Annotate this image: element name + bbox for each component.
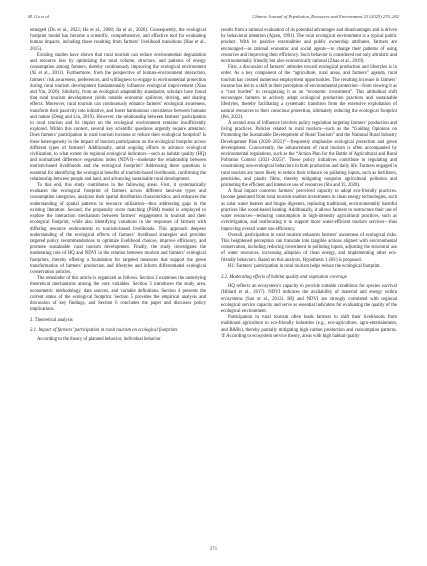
- right-paragraph-1: results from a rational evaluation of its potential advantages and disadvantages and is driven by behavioral intention (Ajzen, 1991). The rural ecological environment is a typical public product. With its positive externalities and public ownership attributes, farmers are encouraged—as rational economic and social agents—to change their patterns of using resources and improving their efficiency. Such behavior is considered not only altruistic and environmentally friendly but also economically rational (Zhao et al., 2019).: [221, 28, 397, 65]
- page-number: 271: [209, 547, 218, 552]
- right-paragraph-3: A second area of influence involves policy regulation targeting farmers’ production and living practices. Policies related to rural tourism—such as the “Guiding Opinions on Promoting the Sustainable Development of Rural Tourism” and the National Rural Industry Development Plan (2020–2025)”—frequently emphasize ecological protection and green development. Concurrently, the advancement of rural tourism is often accompanied by environmental regulations, such as the “Action Plan for the Battle of Agricultural and Rural Pollution Control (2021–2025)”. These policy initiatives contribute to regulating and constraining non-ecological behaviors in both production and daily life. Farmers engaged in rural tourism are more likely to reduce their reliance on polluting inputs, such as fertilizers, pesticides, and plastic films, thereby mitigating nonpoint agricultural pollution and promoting the efficient and intensive use of resources (Shi and Yi, 2020).: [221, 121, 397, 189]
- left-column: [30, 28, 206, 536]
- section-heading: 2. Theoretical analysis: [30, 318, 73, 324]
- header-journal: Chinese Journal of Population, Resources and Environment 23 (2025) 270–282: [252, 14, 399, 19]
- header-author: M. Gu et al.: [28, 14, 51, 19]
- right-paragraph-2: First, a discussion of farmers’ attitudes toward ecological production and lifestyles is in order. As a key component of the “agriculture, rural areas, and farmers” agenda, rural tourism has created numerous employment opportunities. The resulting increase in farmers’ income has led to a shift in their perception of environmental protection—from viewing it as a “cost burden” to recognizing it as an “economic investment”. This attitudinal shift encourages farmers to actively adopt ecological production practices and sustainable lifestyles, thereby facilitating a systematic transition from the extensive exploitation of natural resources to their conscious protection, ultimately reducing the ecological footprint (Pei, 2022).: [221, 65, 397, 120]
- left-paragraph-4: The remainder of this article is organized as follows. Section 2 examines the underlying theoretical mechanisms among the core variables. Section 3 introduces the study area, econometric methodology, data sources, and variable definitions. Section 4 presents the current status of the ecological footprint. Section 5 provides the empirical analysis and discussion of key findings, and Section 6 concludes the paper and discusses policy implications.: [30, 276, 206, 313]
- hypothesis-1: H1: Farmers’ participation in rural tourism helps reduce the ecological footprint.: [228, 263, 381, 269]
- left-paragraph-5: According to the theory of planned behavior, individual behavior: [37, 336, 161, 342]
- subsection-heading-2-2: 2.2. Moderating effects of habitat quality and vegetation coverage: [221, 274, 347, 280]
- right-paragraph-4: A final impact concerns farmers’ perceived capacity to adopt eco-friendly practices. Income generated from rural tourism enables investments in clean energy technologies, such as solar water heaters and biogas digesters, replacing traditional, environmentally harmful practices like wood-based heating. Additionally, it allows farmers to restructure their use of water resources—reducing consumption in high-intensity agricultural practices, such as overirrigation, and reallocating it to support more water-efficient tourism services—thus improving overall water use efficiency.: [221, 189, 397, 232]
- left-paragraph-2: Existing studies have shown that rural tourism can reduce environmental degradation and resource loss by optimizing the total volume, structure, and patterns of energy consumption among farmers, thereby continuously improving the ecological environment (Xi et al., 2011). Furthermore, from the perspective of human–environment interaction, farmers’ risk awareness, preferences, and willingness to engage in environmental protection during rural tourism development fundamentally influence ecological improvement (Xiao and Yin, 2020). Similarly, from an ecological adaptability standpoint, scholars have found that rural tourism development yields notable economic spillover, driving, and sharing effects. Moreover, rural tourism can continuously enhance farmers’ ecological awareness, transform their passivity into initiative, and foster harmonious coexistence between humans and nature (Deng and Liu, 2019). However, the relationship between farmers’ participation in rural tourism and its impact on the ecological environment remains insufficiently explored. Within this context, several key scientific questions urgently require attention: Does farmers’ participation in rural tourism increase or reduce their ecological footprint? Is there heterogeneity in the impact of tourism participation on the ecological footprint across different types of farmers? Additionally, amid ongoing efforts to advance ecological civilization, to what extent do regional ecological indicators—such as habitat quality (HQ) and normalized difference vegetation index (NDVI)—moderate the relationship between tourism-based livelihoods and the ecological footprint? Addressing these questions is essential for identifying the ecological benefits of tourism-based livelihoods, confirming the relationship between people and land, and advancing sustainable rural development.: [30, 52, 206, 182]
- subsection-heading-2-1: 2.1. Impact of farmers’ participation in rural tourism on ecological footprints: [30, 327, 178, 333]
- left-paragraph-3: To this end, this study contributes in the following areas. First, it systematically evaluates the ecological footprint of farmers across different land-use types and consumption categories, analyzes their spatial distribution characteristics, and enhances the understanding of spatial patterns in resource utilization—thus addressing gaps in the existing literature. Second, the propensity score matching (PSM) model is employed to explore the interaction mechanism between farmers’ engagement in tourism and their ecological footprint, while also identifying variations in the responses of farmers with differing resource endowments to tourism-based livelihoods. This approach deepens understanding of the ecological effects of farmers’ livelihood strategies and provides targeted policy recommendations to optimize livelihood choices, improve efficiency, and promote sustainable rural tourism development. Finally, the study investigates the moderating role of HQ and NDVI in the relation between tourism and farmers’ ecological footprints, thereby offering a foundation for targeted measures that support the green transformation of farmers’ production and lifestyles and inform differentiated ecological conservation policies.: [30, 183, 206, 275]
- left-paragraph-1: emerged (Du et al., 2022; He et al., 2008; Jia et al., 2020). Consequently, the ecological footprint model has become a scientific, comprehensive, and effective tool for evaluating human impacts, including those resulting from farmers’ livelihood transitions (Hao et al., 2015).: [30, 28, 206, 52]
- running-header: [28, 14, 399, 24]
- right-paragraph-8: Participation in rural tourism often leads farmers to shift their livelihoods from traditional agriculture to eco-friendly industries (e.g., eco-agriculture, agro-entertainment, and B&Bs), thereby partially mitigating high-carbon production and consumption patterns. ① According to ecosystem service theory, areas with high habitat quality: [221, 315, 397, 339]
- right-paragraph-7: HQ reflects an ecosystem’s capacity to provide suitable conditions for species survival (Hillard et al., 2017). NDVI indicates the availability of material and energy within ecosystems (Sun et al., 2012). HQ and NDVI are strongly correlated with regional ecological service capacity and serve as essential indicators for evaluating the quality of the ecological environment.: [221, 284, 397, 314]
- right-paragraph-5: Overall, participation in rural tourism enhances farmers’ awareness of ecological risks. This heightened perception can translate into tangible actions aligned with environmental conservation, including reducing investment in polluting inputs, adjusting the structural use of water resources, increasing adoption of clean energy, and implementing other eco-friendly behaviors. Based on this analysis, Hypothesis 1 (H1) is proposed.: [221, 232, 397, 263]
- right-column: [221, 28, 397, 536]
